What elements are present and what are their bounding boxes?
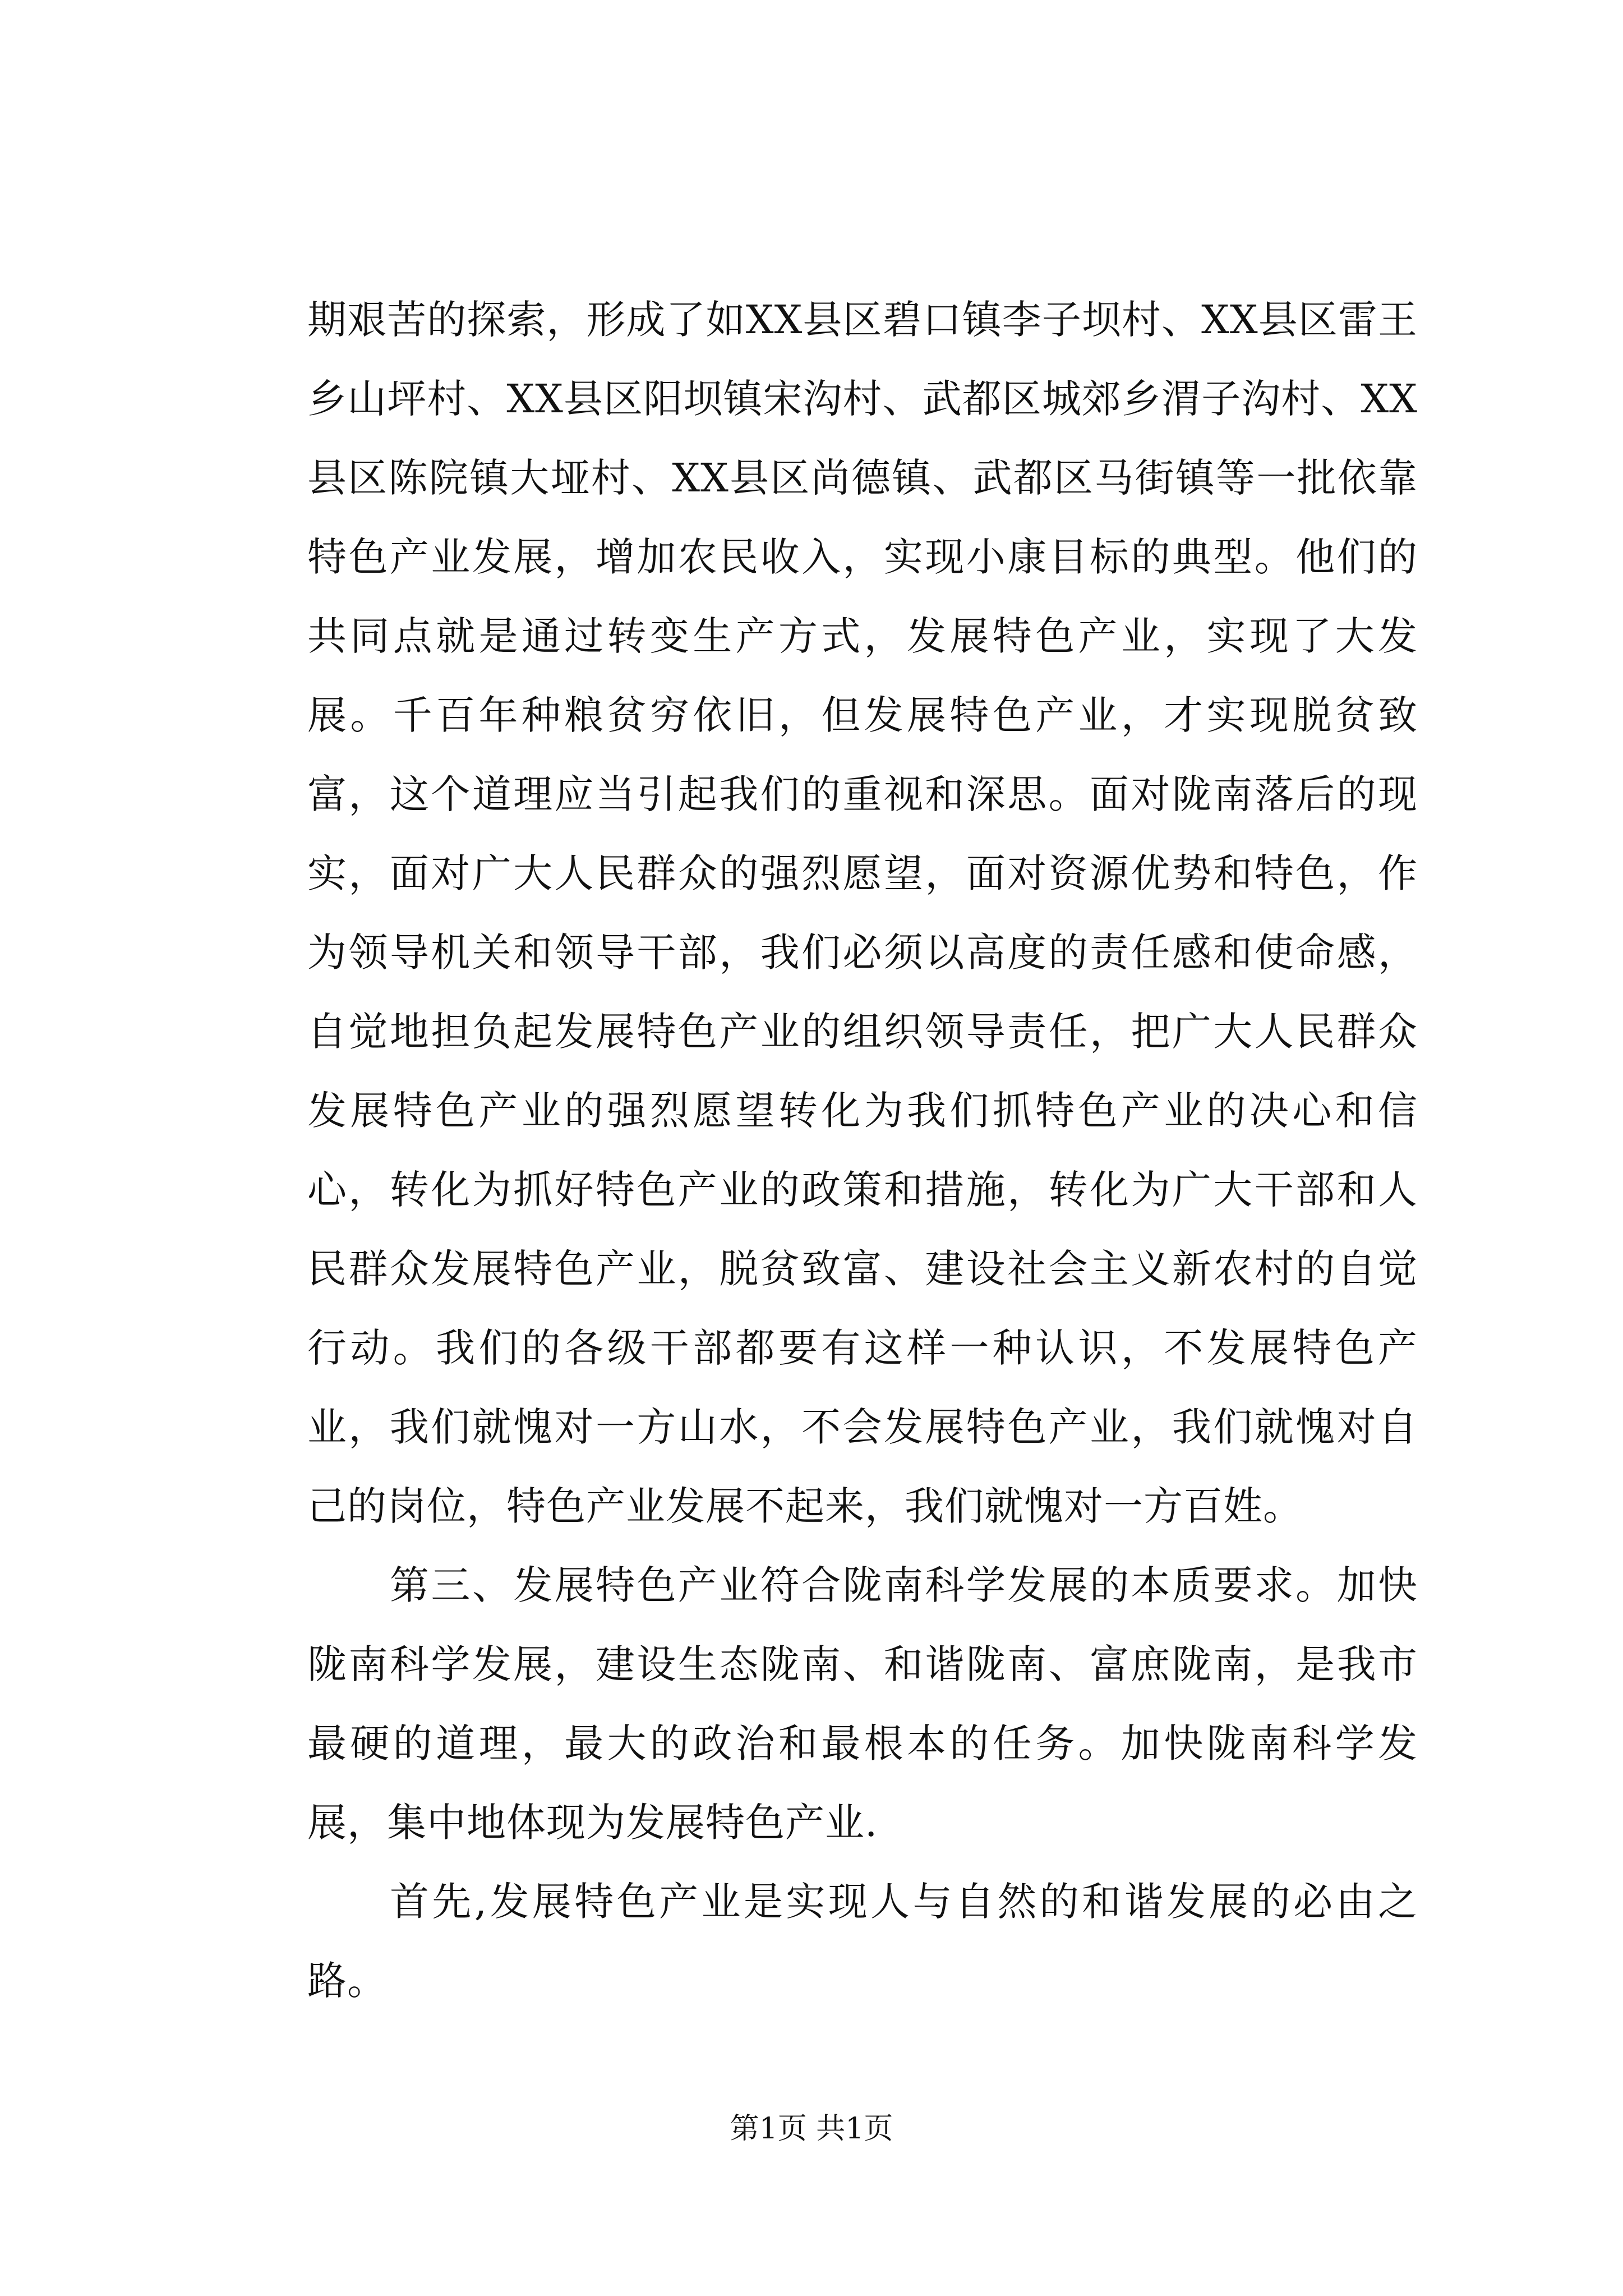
page-footer: 第1页 共1页 bbox=[730, 2112, 893, 2146]
paragraph-continuation: 期艰苦的探索，形成了如XX县区碧口镇李子坝村、XX县区雷王乡山坪村、XX县区阳坝镇宋沟村、武都区城郊乡渭子沟村、XX县区陈院镇大垭村、XX县区尚德镇、武都区马街镇等一批依靠特色产业发展，增加农民收入，实现小康目标的典型。他们的共同点就是通过转变生产方式，发展特色产业，实现了大发展。千百年种粮贫穷依旧，但发展特色产业，才实现脱贫致富，这个道理应当引起我们的重视和深思。面对陇南落后的现实，面对广大人民群众的强烈愿望，面对资源优势和特色，作为领导机关和领导干部，我们必须以高度的责任感和使命感，自觉地担负起发展特色产业的组织领导责任，把广大人民群众发展特色产业的强烈愿望转化为我们抓特色产业的决心和信心，转化为抓好特色产业的政策和措施，转化为广大干部和人民群众发展特色产业，脱贫致富、建设社会主义新农村的自觉行动。我们的各级干部都要有这样一种认识，不发展特色产业，我们就愧对一方山水，不会发展特色产业，我们就愧对自己的岗位，特色产业发展不起来，我们就愧对一方百姓。 bbox=[307, 297, 1418, 1529]
document-body bbox=[307, 280, 1418, 2021]
paragraph-third-point: 第三、发展特色产业符合陇南科学发展的本质要求。加快陇南科学发展，建设生态陇南、和谐陇南、富庶陇南，是我市最硬的道理，最大的政治和最根本的任务。加快陇南科学发展，集中地体现为发展特色产业. bbox=[307, 1562, 1418, 1846]
paragraph-first-aspect: 首先,发展特色产业是实现人与自然的和谐发展的必由之路。 bbox=[307, 1879, 1418, 2004]
